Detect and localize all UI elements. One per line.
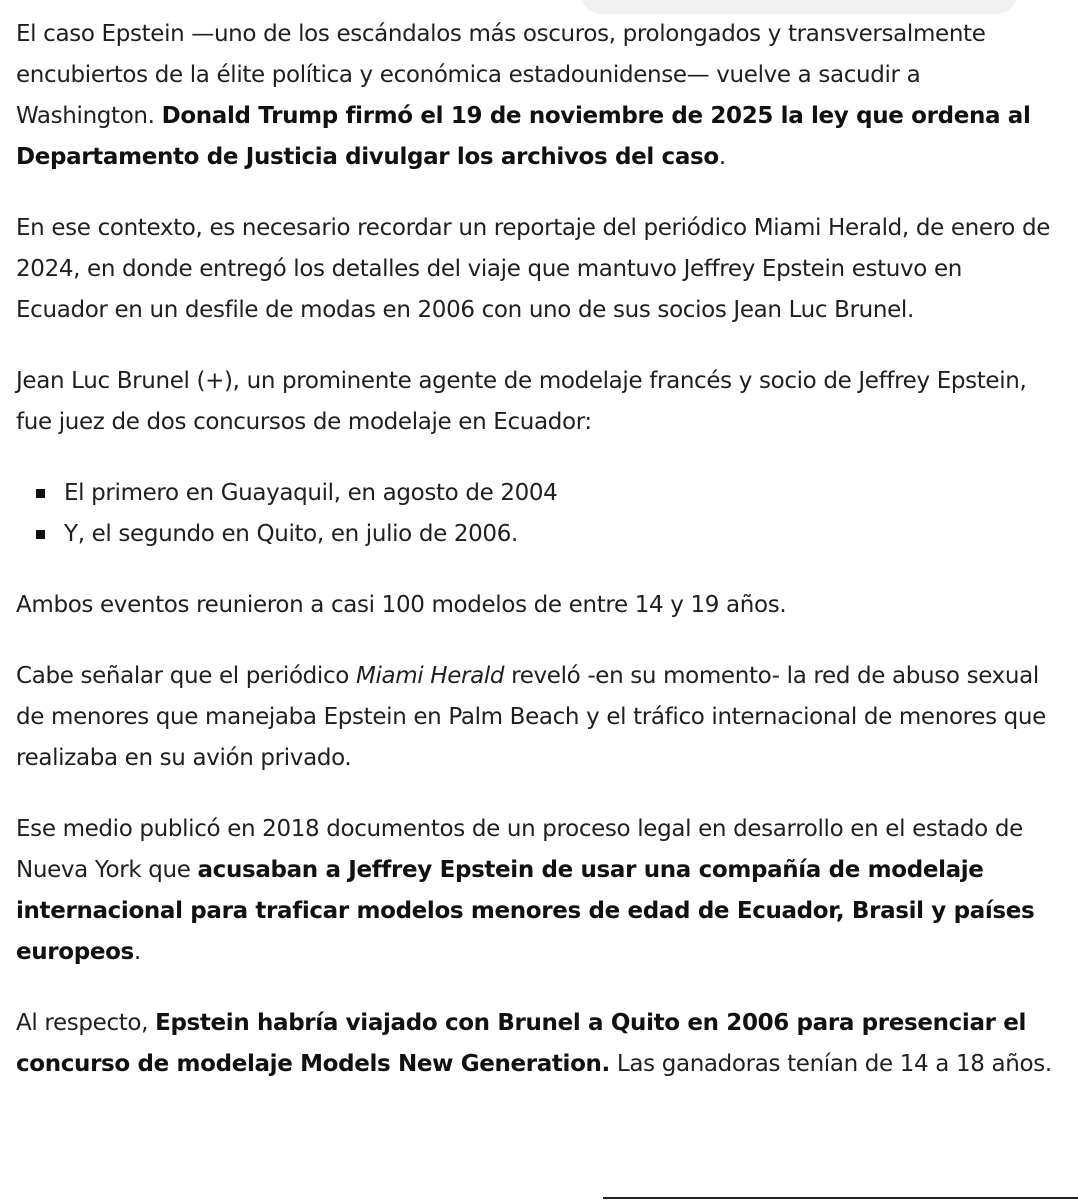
article-body (16, 14, 1056, 1115)
bullet-square-icon (36, 489, 45, 498)
bold-trump-law: Donald Trump firmó el 19 de noviembre de 2025 la ley que ordena al Departamento de Justicia divulgar los archivos del caso (16, 103, 1031, 170)
paragraph-intro: El caso Epstein —uno de los escándalos más oscuros, prolongados y transversalmente encubiertos de la élite política y económica estadounidense— vuelve a sacudir a Washington. Donald Trump firmó el 19 de noviembre de 2025 la ley que ordena al Departamento de Justicia divulgar los archivos del caso. (16, 21, 1031, 170)
bottom-divider (603, 1197, 1078, 1199)
paragraph-documents: Ese medio publicó en 2018 documentos de un proceso legal en desarrollo en el estado de Nueva York que acusaban a Jeffrey Epstein de usar una compañía de modelaje internacional para traficar modelos menores de edad de Ecuador, Brasil y países europeos. (16, 816, 1035, 965)
italic-miami-herald: Miami Herald (355, 663, 505, 689)
contest-list (16, 473, 1056, 555)
bold-quito-trip: Epstein habría viajado con Brunel a Quito en 2006 para presenciar el concurso de modelaje Models New Generation. (16, 1010, 1027, 1077)
paragraph-brunel: Jean Luc Brunel (+), un prominente agente de modelaje francés y socio de Jeffrey Epstein, fue juez de dos concursos de modelaje en Ecuador: (16, 368, 1027, 435)
top-search-bar-edge (580, 0, 1018, 14)
paragraph-miami-herald: Cabe señalar que el periódico Miami Herald reveló -en su momento- la red de abuso sexual de menores que manejaba Epstein en Palm Beach y el tráfico internacional de menores que realizaba en su avión privado. (16, 663, 1046, 771)
bullet-square-icon (36, 530, 45, 539)
list-item: Y, el segundo en Quito, en julio de 2006. (36, 514, 1056, 555)
bold-accusation: acusaban a Jeffrey Epstein de usar una compañía de modelaje internacional para traficar modelos menores de edad de Ecuador, Brasil y países europeos (16, 857, 1035, 965)
paragraph-context: En ese contexto, es necesario recordar un reportaje del periódico Miami Herald, de enero de 2024, en donde entregó los detalles del viaje que mantuvo Jeffrey Epstein estuvo en Ecuador en un desfile de modas en 2006 con uno de sus socios Jean Luc Brunel. (16, 215, 1051, 323)
list-item: El primero en Guayaquil, en agosto de 2004 (36, 473, 1056, 514)
paragraph-quito-trip: Al respecto, Epstein habría viajado con Brunel a Quito en 2006 para presenciar el concurso de modelaje Models New Generation. Las ganadoras tenían de 14 a 18 años. (16, 1010, 1052, 1077)
paragraph-events: Ambos eventos reunieron a casi 100 modelos de entre 14 y 19 años. (16, 592, 787, 618)
